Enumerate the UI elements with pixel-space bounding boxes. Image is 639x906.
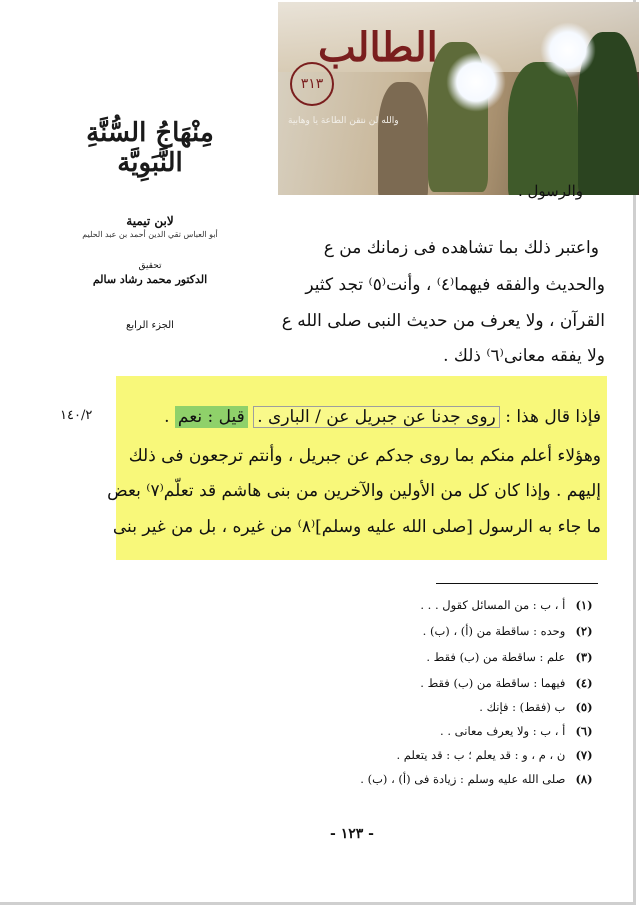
text-fragment: . — [164, 407, 170, 427]
footnote-item: (٥) ب (فقط) : فإنك . — [479, 700, 593, 714]
figure-shape — [378, 82, 428, 195]
footnote-item: (٣) علم : ساقطة من (ب) فقط . — [426, 650, 593, 664]
footnote-item: (١) أ ، ب : من المسائل كقول . . . — [420, 598, 593, 612]
highlighted-line: ما جاء به الرسول [صلى الله عليه وسلم]⁽٨⁾ من غيره ، بل من غير بنى — [112, 517, 601, 537]
footnote-item: (٢) وحده : ساقطة من (أ) ، (ب) . — [422, 624, 593, 638]
banner-image — [278, 2, 639, 195]
text-line: القرآن ، ولا يعرف من حديث النبى صلى الله ع — [281, 311, 605, 331]
highlighted-line: وهؤلاء أعلم منكم بما روى جدكم عن جبريل ، وأنتم ترجعون فى ذلك — [128, 446, 601, 466]
text-line: ولا يفقه معانى⁽٦⁾ ذلك . — [443, 346, 605, 366]
green-highlight-text: قيل : نعم — [175, 406, 248, 428]
footnote-item: (٧) ن ، م ، و : قد يعلم ؛ ب : قد يتعلم . — [396, 748, 593, 762]
footnote-item: (٤) فيهما : ساقطة من (ب) فقط . — [420, 676, 593, 690]
page-number: - ١٢٣ - — [330, 826, 374, 842]
text-line: والرسول . — [517, 182, 583, 200]
glow-shape — [446, 52, 506, 112]
figure-shape — [508, 62, 578, 195]
editor-label: تحقيق — [138, 261, 162, 271]
banner-tagline: والله لن نتقن الطاعة يا وهابية — [288, 116, 399, 126]
footnote-item: (٨) صلى الله عليه وسلم : زيادة فى (أ) ، (ب) . — [360, 772, 593, 786]
page-reference: ١٤٠/٢ — [60, 408, 93, 423]
highlighted-line: إليهم . وإذا كان كل من الأولين والآخرين من بنى هاشم قد تعلّم⁽٧⁾ بعض — [107, 481, 601, 501]
book-title: مِنْهَاجُ السُّنَّةِ النَّبَوِيَّة — [86, 118, 214, 178]
text-line: والحديث والفقه فيهما⁽٤⁾ ، وأنت⁽٥⁾ تجد كثير — [305, 275, 605, 295]
text-line: واعتبر ذلك بما تشاهده فى زمانك من ع — [323, 238, 599, 258]
outlined-text: روى جدنا عن جبريل عن / البارى . — [253, 406, 500, 428]
footnote-divider — [436, 583, 598, 584]
book-author: لابن تيمية — [126, 214, 174, 228]
banner-number-seal: ٣١٣ — [290, 62, 334, 106]
glow-shape — [540, 22, 596, 78]
editor-name: الدكتور محمد رشاد سالم — [92, 273, 208, 286]
text-fragment: فإذا قال هذا : — [505, 407, 601, 427]
book-cover-info — [60, 108, 240, 331]
book-author-full: أبو العباس تقي الدين أحمد بن عبد الحليم — [82, 230, 218, 239]
footnote-item: (٦) أ ، ب : ولا يعرف معانى . . — [440, 724, 593, 738]
volume-label: الجزء الرابع — [126, 320, 174, 331]
banner-logo: الطالب — [318, 24, 438, 71]
highlighted-line — [164, 407, 601, 427]
